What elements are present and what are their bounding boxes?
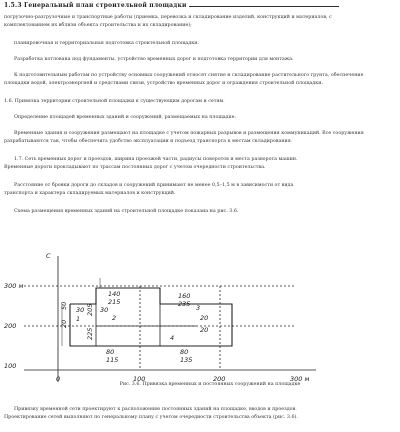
coord-label-80a: 80 bbox=[106, 348, 115, 356]
x-label-0: 0 bbox=[56, 375, 61, 383]
coord-label-205: 205 bbox=[86, 303, 94, 316]
coord-label-225: 225 bbox=[86, 327, 94, 340]
paragraph bbox=[4, 208, 396, 216]
section-heading bbox=[4, 2, 339, 9]
y-label-300: 300 м bbox=[4, 282, 24, 290]
paragraph-line: Разработка котлована под фундаменты, устройство временных дорог и подготовка территории для монтажа. bbox=[14, 57, 294, 62]
y-label-100: 100 bbox=[4, 362, 17, 370]
paragraph-line: Определение площадей временных зданий и сооружений, размещаемых на площадке. bbox=[14, 115, 236, 120]
y-label-200: 200 bbox=[4, 322, 17, 330]
height-label-d: 20 bbox=[200, 326, 209, 334]
paragraph bbox=[4, 182, 396, 198]
paragraph bbox=[4, 14, 396, 30]
coord-label-50: 50 bbox=[60, 301, 68, 310]
y-axis-symbol: С bbox=[46, 252, 51, 260]
paragraph-line: 1.6. Привязка территории строительной площадки к существующим дорогам и сетям. bbox=[4, 99, 225, 104]
paragraph bbox=[4, 130, 396, 146]
coord-label-235: 235 bbox=[178, 300, 191, 308]
paragraph-line: Временные дороги прокладывают по трассам постоянных дорог с учетом очередности строительства. bbox=[4, 165, 266, 170]
paragraph bbox=[4, 72, 396, 88]
height-label-a: 30 bbox=[76, 306, 85, 314]
coord-label-160: 160 bbox=[178, 292, 191, 300]
paragraph-line: транспорта и характера складируемых материалов и конструкций. bbox=[4, 191, 176, 196]
coord-label-135: 135 bbox=[180, 356, 193, 364]
paragraph bbox=[4, 114, 396, 122]
building-number-3: 3 bbox=[196, 304, 201, 312]
x-label-300: 300 м bbox=[290, 375, 310, 383]
building-number-4: 4 bbox=[170, 334, 175, 342]
paragraph-line: Расстояние от бровки дороги до складов и сооружений принимают не менее 0,5–1,5 м в зависимости от вида bbox=[14, 183, 294, 188]
x-label-100: 100 bbox=[133, 375, 146, 383]
height-label-c: 20 bbox=[200, 314, 209, 322]
section-heading-text: 1.5.3 Генеральный план строительной площадки bbox=[4, 2, 187, 9]
bottom-line-2: Проектирование сетей выполняют по генеральному плану с учетом очередности строительства объекта (рис. 3.6). bbox=[4, 415, 298, 420]
paragraph-line: разрабатываются так, чтобы обеспечить удобство эксплуатации и подъезд транспорта к местам складирования. bbox=[4, 139, 293, 144]
paragraph-line: погрузочно-разгрузочные и транспортные работы (приемка, перевозка и складирование изделий, конструкций и материалов, с bbox=[4, 15, 332, 20]
site-plan-figure bbox=[0, 248, 400, 398]
heading-underline bbox=[189, 6, 339, 7]
paragraph bbox=[4, 56, 396, 64]
paragraph-line: К подготовительным работам по устройству основных сооружений относят снятие и складирование растительного грунта, обеспечение bbox=[14, 73, 364, 78]
paragraph bbox=[4, 98, 396, 106]
height-label-b: 30 bbox=[100, 306, 109, 314]
paragraph bbox=[4, 40, 396, 48]
figure-caption: Рис. 3.6. Привязка временных и постоянных сооружений на площадке bbox=[119, 382, 301, 387]
paragraph-line: комплектованием их вблизи объекта строительства и их складирование); bbox=[4, 23, 192, 28]
building-number-2: 2 bbox=[112, 314, 117, 322]
building-number-1: 1 bbox=[76, 315, 81, 323]
paragraph-line: планировочная и территориальная подготовка строительной площадки. bbox=[14, 41, 199, 46]
x-label-200: 200 bbox=[213, 375, 226, 383]
bottom-text bbox=[4, 406, 396, 422]
coord-label-115: 115 bbox=[106, 356, 119, 364]
bottom-line-1: Привязку временной сети проектируют к расположению постоянных зданий на площадке, вводов и проездов. bbox=[14, 407, 297, 412]
paragraph bbox=[4, 156, 396, 172]
paragraph-line: Временные здания и сооружения размещают на площадке с учетом пожарных разрывов и размещения коммуникаций. Все сооружения bbox=[14, 131, 364, 136]
coord-label-20: 20 bbox=[60, 319, 68, 328]
paragraph-line: площадки водой, электроэнергией и средствами связи, устройство временных дорог и ограждения строительной площадки. bbox=[4, 81, 323, 86]
paragraph-line: Схема размещения временных зданий на строительной площадке показана на рис. 3.6. bbox=[14, 209, 239, 214]
coord-label-80b: 80 bbox=[180, 348, 189, 356]
paragraph-line: 1.7. Сеть временных дорог и проездов, ширина проезжей части, радиусы поворотов и места разворота машин. bbox=[14, 157, 298, 162]
coord-label-140: 140 bbox=[108, 290, 121, 298]
coord-label-215: 215 bbox=[108, 298, 121, 306]
